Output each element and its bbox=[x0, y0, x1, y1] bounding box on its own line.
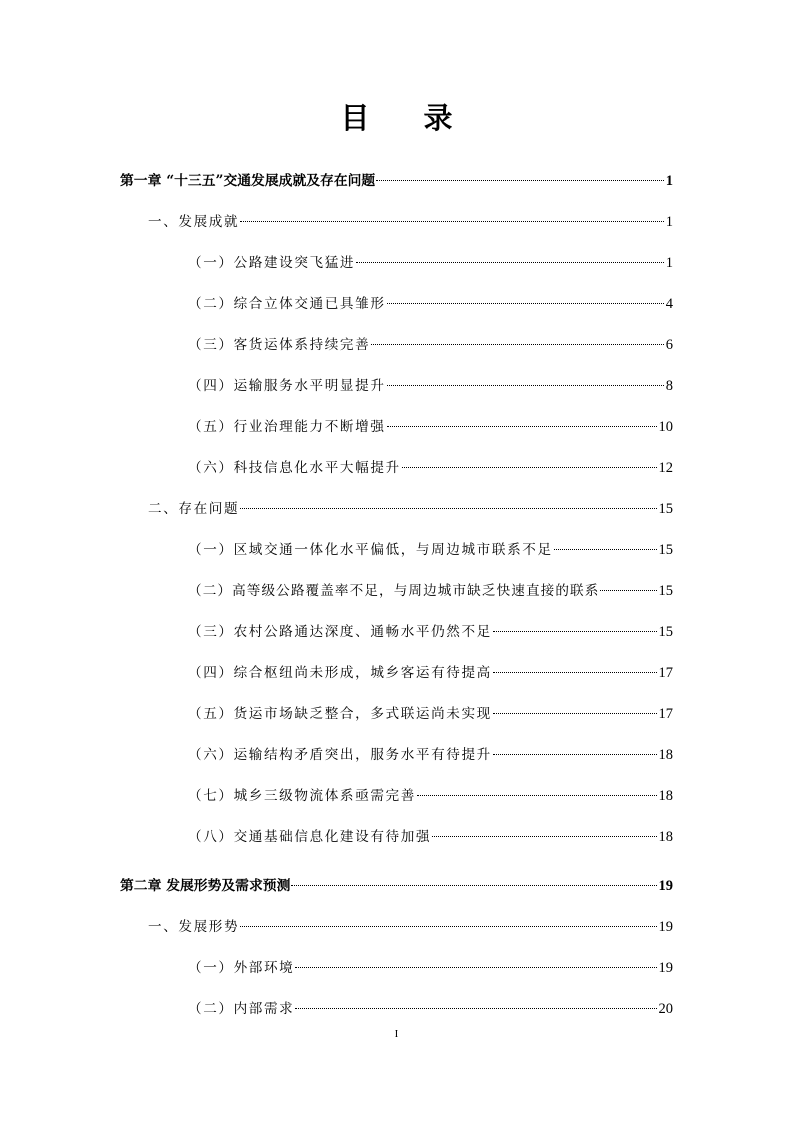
toc-entry-label: （七）城乡三级物流体系亟需完善 bbox=[188, 788, 416, 804]
page-title: 目 录 bbox=[340, 101, 475, 135]
toc-entry-page: 15 bbox=[658, 542, 673, 558]
dot-leader bbox=[291, 885, 656, 886]
toc-entry[interactable] bbox=[148, 211, 673, 233]
toc-entry-page: 19 bbox=[658, 878, 673, 894]
toc-entry-page: 20 bbox=[658, 1001, 673, 1017]
toc-entry[interactable] bbox=[148, 916, 673, 938]
toc-entry-label: 第二章 发展形势及需求预测 bbox=[120, 878, 291, 894]
toc-entry-page: 1 bbox=[665, 173, 673, 189]
toc-entry-label: （三）客货运体系持续完善 bbox=[188, 337, 371, 353]
toc-entry-label: （六）科技信息化水平大幅提升 bbox=[188, 460, 401, 476]
toc-entry[interactable] bbox=[188, 457, 673, 479]
toc-entry-page: 10 bbox=[658, 419, 673, 435]
dot-leader bbox=[493, 754, 657, 755]
dot-leader bbox=[376, 180, 664, 181]
toc-entry-label: （三）农村公路通达深度、通畅水平仍然不足 bbox=[188, 624, 492, 640]
dot-leader bbox=[295, 967, 656, 968]
toc-entry[interactable] bbox=[188, 621, 673, 643]
dot-leader bbox=[371, 344, 663, 345]
toc-entry-page: 15 bbox=[658, 501, 673, 517]
dot-leader bbox=[240, 926, 656, 927]
dot-leader bbox=[493, 713, 657, 714]
toc-entry-page: 1 bbox=[665, 255, 673, 271]
toc-entry-page: 18 bbox=[658, 829, 673, 845]
dot-leader bbox=[417, 795, 657, 796]
toc-entry-label: （八）交通基础信息化建设有待加强 bbox=[188, 829, 432, 845]
dot-leader bbox=[600, 590, 656, 591]
footer-page-number: I bbox=[394, 1028, 399, 1040]
toc-entry[interactable] bbox=[188, 252, 673, 274]
toc-entry[interactable] bbox=[188, 416, 673, 438]
toc-entry-page: 18 bbox=[658, 747, 673, 763]
toc-entry-label: 第一章 “十三五”交通发展成就及存在问题 bbox=[120, 173, 376, 189]
toc-entry-page: 15 bbox=[658, 624, 673, 640]
toc-entry-page: 8 bbox=[665, 378, 673, 394]
dot-leader bbox=[356, 262, 664, 263]
dot-leader bbox=[493, 631, 657, 632]
dot-leader bbox=[387, 426, 657, 427]
toc-entry-label: （二）内部需求 bbox=[188, 1001, 295, 1017]
toc-entry-label: （四）综合枢纽尚未形成，城乡客运有待提高 bbox=[188, 665, 492, 681]
toc-entry-page: 19 bbox=[658, 960, 673, 976]
toc-entry-label: 一、发展成就 bbox=[148, 214, 240, 230]
toc-entry[interactable] bbox=[120, 170, 673, 192]
dot-leader bbox=[554, 549, 657, 550]
toc-entry-page: 17 bbox=[658, 706, 673, 722]
toc-entry[interactable] bbox=[188, 744, 673, 766]
toc-entry-label: （四）运输服务水平明显提升 bbox=[188, 378, 386, 394]
toc-entry-page: 17 bbox=[658, 665, 673, 681]
dot-leader bbox=[387, 385, 664, 386]
toc-entry[interactable] bbox=[188, 580, 673, 602]
toc-entry[interactable] bbox=[188, 539, 673, 561]
toc-entry-page: 12 bbox=[658, 460, 673, 476]
toc-entry-page: 6 bbox=[665, 337, 673, 353]
toc-entry-page: 15 bbox=[658, 583, 673, 599]
toc-entry-label: （六）运输结构矛盾突出，服务水平有待提升 bbox=[188, 747, 492, 763]
toc-entry-label: （一）公路建设突飞猛进 bbox=[188, 255, 356, 271]
toc-entry[interactable] bbox=[188, 998, 673, 1020]
toc-entry-label: （二）高等级公路覆盖率不足，与周边城市缺乏快速直接的联系 bbox=[188, 583, 600, 599]
dot-leader bbox=[240, 221, 664, 222]
toc-entry[interactable] bbox=[188, 662, 673, 684]
toc-entry[interactable] bbox=[188, 375, 673, 397]
toc-entry[interactable] bbox=[188, 334, 673, 356]
toc-entry-label: （五）行业治理能力不断增强 bbox=[188, 419, 386, 435]
dot-leader bbox=[493, 672, 657, 673]
dot-leader bbox=[402, 467, 657, 468]
toc-entry-label: 一、发展形势 bbox=[148, 919, 240, 935]
dot-leader bbox=[295, 1008, 656, 1009]
toc-entry-page: 19 bbox=[658, 919, 673, 935]
dot-leader bbox=[387, 303, 664, 304]
toc-entry[interactable] bbox=[120, 875, 673, 897]
dot-leader bbox=[240, 508, 656, 509]
toc-entry-label: （二）综合立体交通已具雏形 bbox=[188, 296, 386, 312]
toc-entry[interactable] bbox=[188, 957, 673, 979]
toc-entry[interactable] bbox=[188, 703, 673, 725]
toc-entry[interactable] bbox=[148, 498, 673, 520]
toc-entry[interactable] bbox=[188, 826, 673, 848]
toc-entry-page: 18 bbox=[658, 788, 673, 804]
toc-entry-label: 二、存在问题 bbox=[148, 501, 240, 517]
toc-entry-label: （五）货运市场缺乏整合，多式联运尚未实现 bbox=[188, 706, 492, 722]
toc-entry[interactable] bbox=[188, 293, 673, 315]
toc-entry-label: （一）区域交通一体化水平偏低，与周边城市联系不足 bbox=[188, 542, 553, 558]
dot-leader bbox=[432, 836, 656, 837]
toc-entry[interactable] bbox=[188, 785, 673, 807]
toc-entry-label: （一）外部环境 bbox=[188, 960, 295, 976]
toc-entry-page: 1 bbox=[665, 214, 673, 230]
toc-entry-page: 4 bbox=[665, 296, 673, 312]
